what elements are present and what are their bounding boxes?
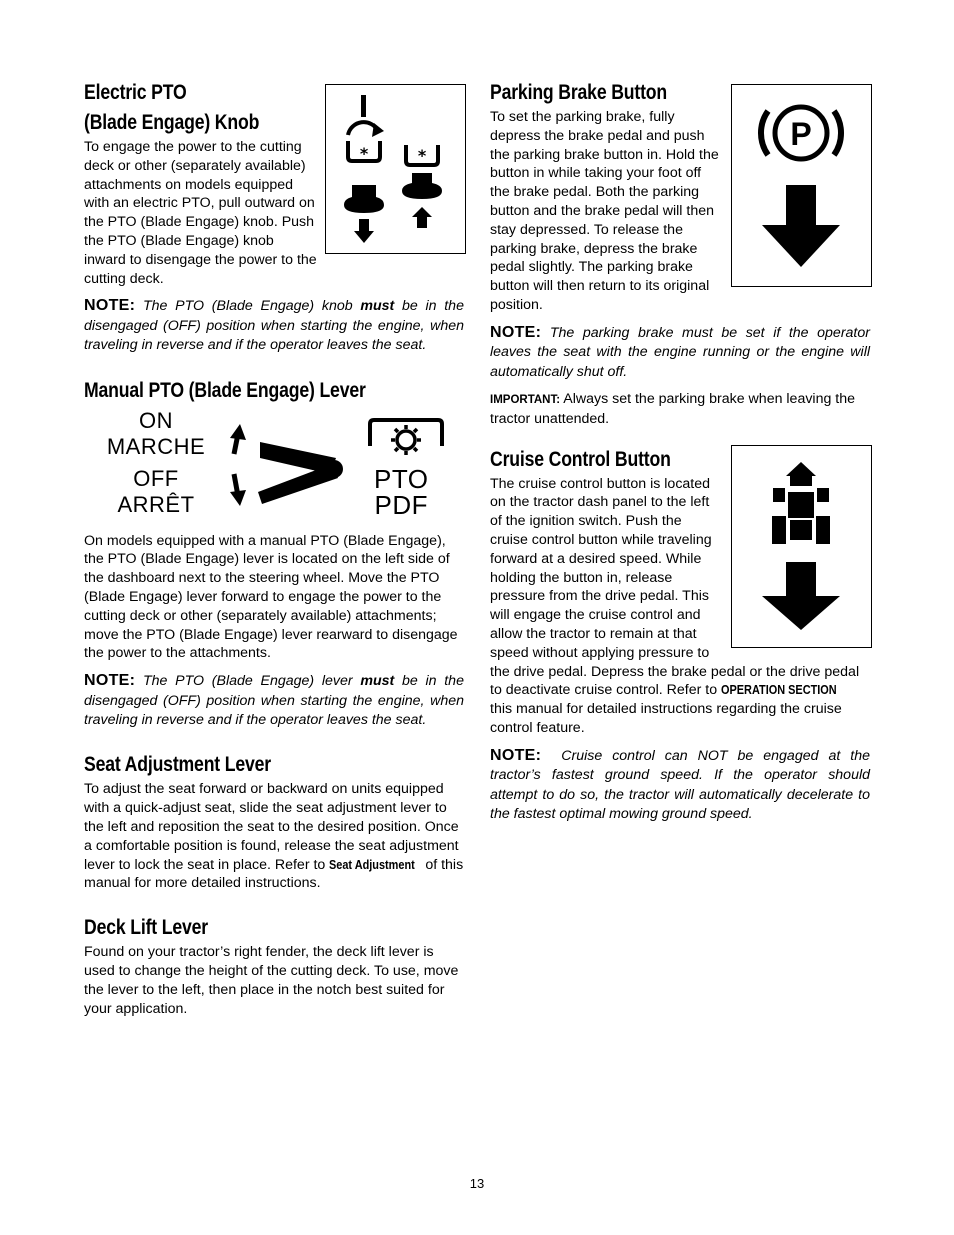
- cruise-control-figure: [731, 445, 872, 648]
- parking-brake-figure: [731, 84, 872, 287]
- deck-title: Deck Lift Lever: [84, 916, 208, 940]
- left-column: [84, 78, 464, 1018]
- seat-body-post: of this manual for more detailed instructions.: [84, 856, 464, 892]
- parking-title: Parking Brake Button: [490, 81, 668, 104]
- note-text-post: be in the disengaged (OFF) position when starting the engine, when traveling in reverse and if the operator leaves the seat.: [84, 673, 464, 728]
- parking-icon-letter: P: [790, 116, 812, 152]
- note-text-bold: must: [360, 298, 395, 315]
- seat-body: [84, 780, 464, 893]
- note-text-pre: The PTO (Blade Engage) lever: [143, 673, 353, 690]
- fig-label-marche: MARCHE: [106, 433, 206, 459]
- fig-label-on: ON: [139, 407, 173, 433]
- fig-label-pdf: PDF: [374, 489, 428, 520]
- seat-body-pre: To adjust the seat forward or backward on units equipped with a quick-adjust seat, slide the seat adjustment lever to the left and reposition the seat to the desired position. Once a comfortable position is found, release the seat adjustment lever to lock the seat in place. Refer to: [84, 781, 459, 873]
- section-parking-brake: [490, 78, 870, 429]
- note-text-pre: The PTO (Blade Engage) knob: [143, 298, 353, 315]
- seat-body-ref: Seat Adjustment: [329, 856, 416, 872]
- electric-pto-body: To engage the power to the cutting deck or other (separately available) attachments on models equipped with an electric PTO, pull outward on the PTO (Blade Engage) knob. Push the PTO (Blade Engage) knob inward to disengage the power to the cutting deck.: [84, 139, 317, 287]
- note-text-bold: must: [360, 673, 395, 690]
- parking-note: [490, 323, 870, 382]
- electric-pto-title-1: Electric PTO: [84, 81, 187, 104]
- page-number: 13: [469, 1176, 485, 1191]
- cruise-body-pre: The cruise control button is located on the tractor dash panel to the left of the ignition switch. Push the cruise control button while traveling forward at a desired speed. While holding the button in, release pressure from the drive pedal. This will engage the cruise control and allow the tractor to remain at that speed without applying pressure to the drive pedal. Depress the brake pedal or the drive pedal to deactivate cruise control. Refer to: [490, 475, 860, 699]
- section-seat-adjustment: [84, 750, 464, 893]
- section-electric-pto: [84, 78, 464, 356]
- parking-important: [490, 390, 870, 429]
- cruise-body-ref: OPERATION SECTION: [721, 682, 837, 698]
- important-text: Always set the parking brake when leaving the tractor unattended.: [490, 390, 856, 427]
- right-column: [490, 78, 870, 824]
- section-deck-lift: [84, 913, 464, 1018]
- cruise-body-post: this manual for detailed instructions regarding the cruise control feature.: [490, 701, 842, 736]
- cruise-note: [490, 746, 870, 825]
- section-manual-pto: [84, 376, 464, 731]
- note-label: NOTE:: [84, 297, 136, 315]
- manual-pto-note: [84, 671, 464, 730]
- parking-body: To set the parking brake, fully depress the brake pedal and push the parking brake button in. Hold the button in while taking your foot off the brake pedal. Both the parking button and the brake pedal will then stay depressed. To release the parking brake, depress the brake pedal slightly. The parking brake button will then return to its original position.: [490, 109, 719, 313]
- manual-pto-body: On models equipped with a manual PTO (Blade Engage), the PTO (Blade Engage) lever is located on the left side of the dashboard next to the steering wheel. Move the PTO (Blade Engage) lever forward to engage the power to the cutting deck or other (separately available) attachments; move the PTO (Blade Engage) lever rearward to disengage the power to the attachments.: [84, 532, 458, 662]
- svg-text:*: *: [359, 144, 369, 163]
- manual-pto-title: Manual PTO (Blade Engage) Lever: [84, 378, 366, 402]
- deck-body: Found on your tractor’s right fender, the deck lift lever is used to change the height of the cutting deck. To use, move the lever to the left, then place in the notch best suited for your application.: [84, 944, 459, 1017]
- svg-text:*: *: [417, 146, 427, 165]
- fig-label-arret: ARRÊT: [117, 491, 195, 517]
- note-text: Cruise control can NOT be engaged at the tractor’s fastest ground speed. If the operator should attempt to do so, the tractor will automatically decelerate to the fastest optimal mowing ground speed.: [490, 747, 870, 822]
- electric-pto-title-2: (Blade Engage) Knob: [84, 111, 260, 134]
- fig-label-off-block: [98, 466, 214, 518]
- note-label: NOTE:: [84, 672, 136, 690]
- fig-label-on-block: [98, 408, 214, 460]
- note-label: NOTE:: [490, 746, 542, 764]
- section-cruise-control: [490, 445, 870, 825]
- fig-label-off: OFF: [133, 465, 179, 491]
- note-text: The parking brake must be set if the operator leaves the seat with the engine running or the engine will automatically shut off.: [490, 324, 870, 380]
- cruise-control-icon: [732, 446, 870, 646]
- fig-label-pto-block: [374, 463, 429, 520]
- electric-pto-note: [84, 296, 464, 355]
- fig-label-pto: PTO: [374, 463, 429, 494]
- note-label: NOTE:: [490, 323, 542, 341]
- seat-title: Seat Adjustment Lever: [84, 753, 271, 777]
- note-text-post: be in the disengaged (OFF) position when starting the engine, when traveling in reverse and if the operator leaves the seat.: [84, 298, 464, 354]
- manual-pto-figure: [84, 407, 464, 530]
- parking-brake-icon: [732, 85, 870, 285]
- cruise-title: Cruise Control Button: [490, 447, 671, 471]
- important-label: IMPORTANT:: [490, 393, 561, 406]
